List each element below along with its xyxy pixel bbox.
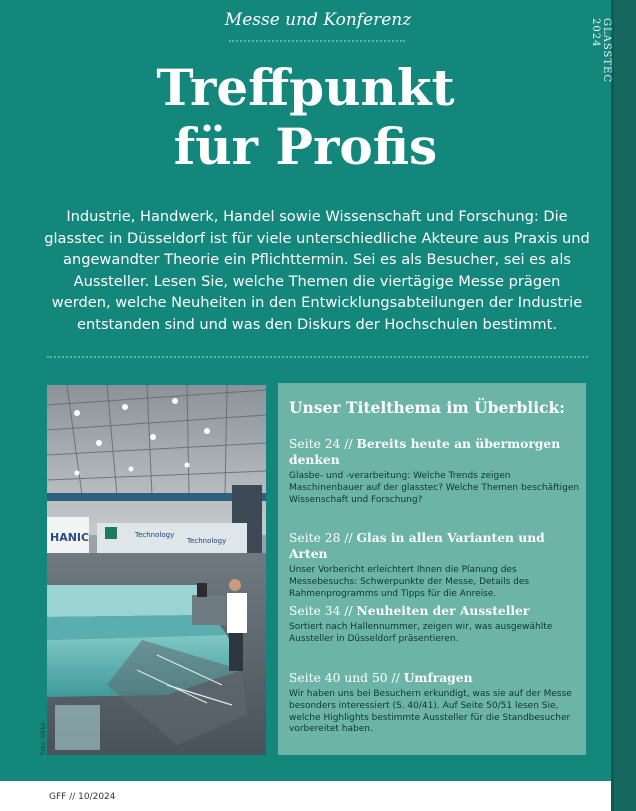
overview-item	[289, 670, 583, 736]
item-page: Seite 28 //	[289, 531, 357, 545]
item-page: Seite 24 //	[289, 437, 357, 451]
item-text: Glasbe- und -verarbeitung: Welche Trends zeigen Maschinenbauer auf der glasstec? Welche Themen beschäftigen Wissenschaft und Forschung?	[289, 471, 580, 505]
spine-edge	[611, 0, 614, 811]
banner-technology-1: Technology	[135, 531, 175, 539]
spine-label: GLASSTEC 2024	[590, 18, 612, 83]
trade-fair-photo	[47, 385, 266, 755]
photo-credit: Foto: Dirks	[40, 722, 47, 755]
overview-heading: Unser Titelthema im Überblick:	[289, 398, 565, 417]
item-page: Seite 34 //	[289, 604, 357, 618]
banner-technology-2: Technology	[187, 537, 227, 545]
kicker-divider	[229, 40, 405, 42]
section-kicker: Messe und Konferenz	[224, 10, 412, 30]
page-title	[0, 58, 611, 176]
title-line-2: für Profis	[173, 117, 438, 176]
banner-hanic: HANIC	[50, 531, 90, 544]
overview-item	[289, 436, 583, 506]
item-topic: Neuheiten der Aussteller	[356, 603, 530, 618]
item-text: Unser Vorbericht erleichtert Ihnen die Planung des Messebesuchs: Schwerpunkte der Messe, Details des Rahmenprogramms und Tipps für die Anreise.	[289, 565, 530, 599]
overview-item	[289, 530, 583, 600]
title-line-1: Treffpunkt	[156, 58, 455, 117]
item-text: Wir haben uns bei Besuchern erkundigt, was sie auf der Messe besonders interessiert (S. 40/41). Auf Seite 50/51 lesen Sie, welche Highlights bestimmte Aussteller für die Standbesucher vorbereitet haben.	[289, 689, 572, 735]
item-topic: Bereits heute an übermorgen denken	[289, 436, 561, 467]
page-spine	[611, 0, 636, 811]
page-footer: GFF // 10/2024	[49, 792, 116, 802]
item-topic: Glas in allen Varianten und Arten	[289, 530, 545, 561]
item-text: Sortiert nach Hallennummer, zeigen wir, was ausgewählte Aussteller in Düsseldorf präsentieren.	[289, 622, 553, 644]
intro-paragraph: Industrie, Handwerk, Handel sowie Wissenschaft und Forschung: Die glasstec in Düsseldorf ist für viele unterschiedliche Akteure aus Praxis und angewandter Theorie ein Pflichttermin. Sei es als Besucher, sei es als Aussteller. Lesen Sie, welche Themen die viertägige Messe prägen werden, welche Neuheiten in den Entwicklungsabteilungen der Industrie entstanden sind und was den Diskurs der Hochschulen bestimmt.	[44, 208, 590, 333]
intro-divider	[47, 356, 588, 358]
item-page: Seite 40 und 50 //	[289, 671, 404, 685]
overview-item	[289, 603, 583, 646]
item-topic: Umfragen	[403, 670, 473, 685]
